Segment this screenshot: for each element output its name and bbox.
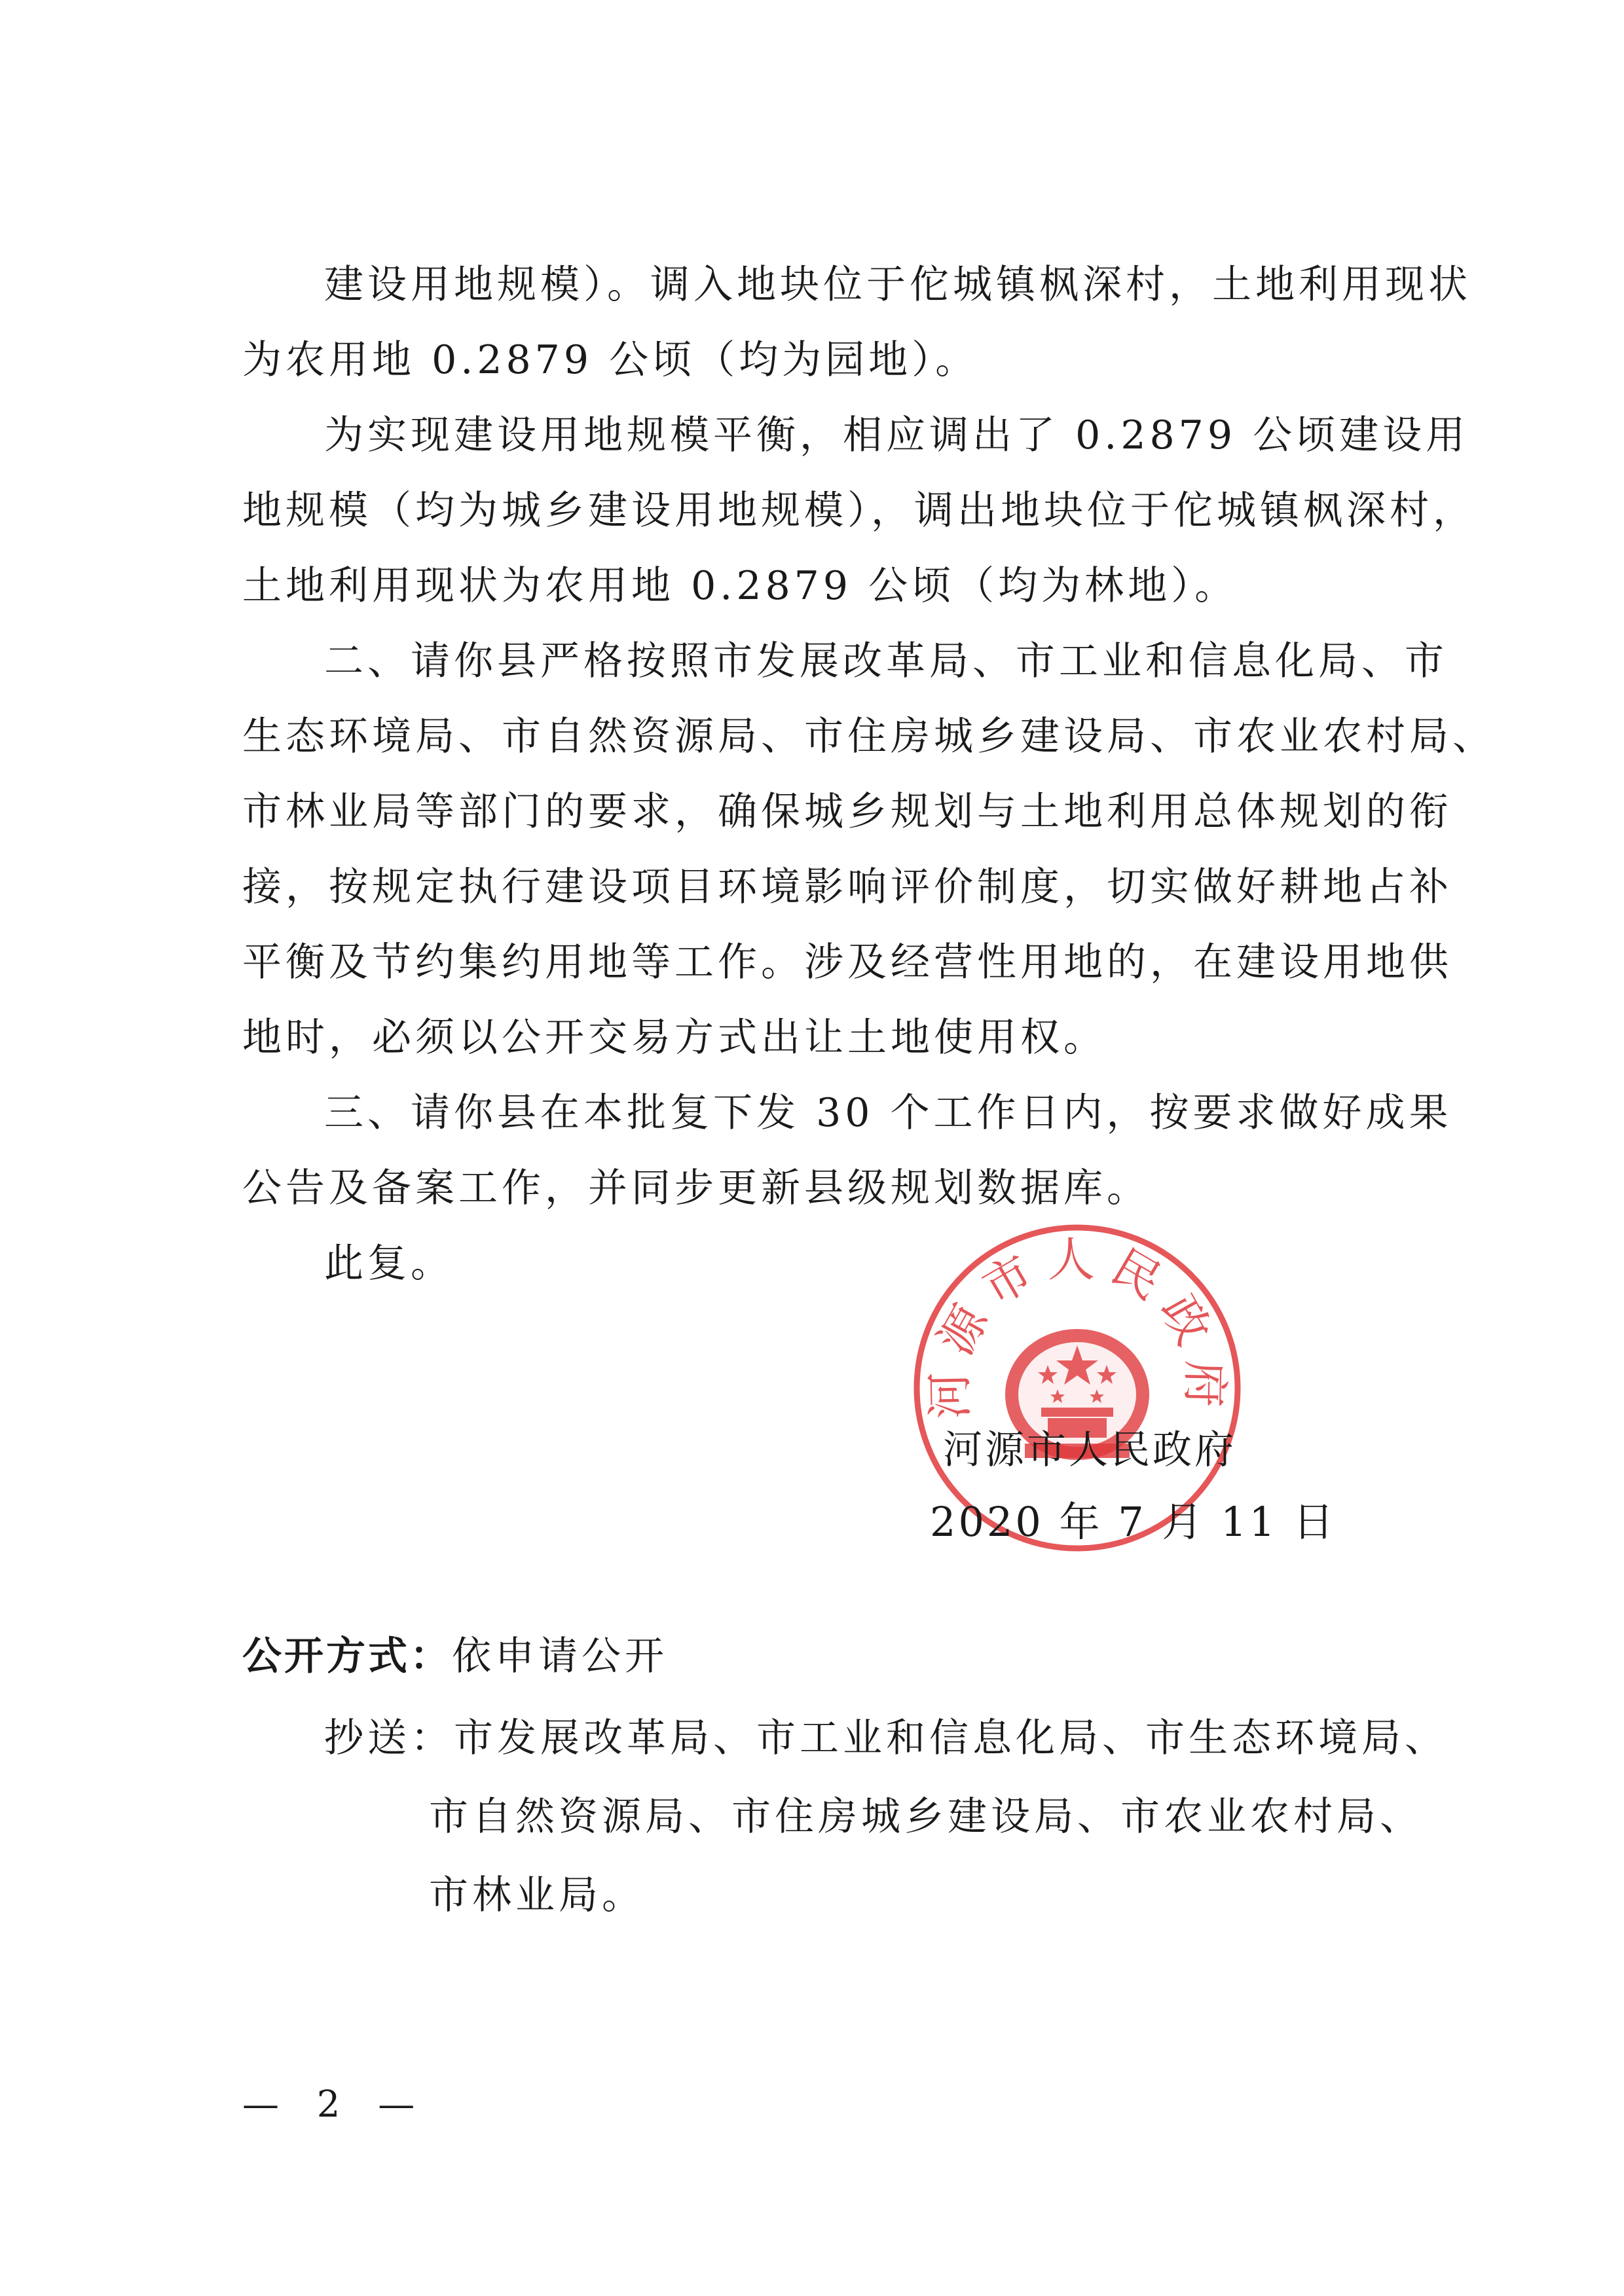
body-line: 接，按规定执行建设项目环境影响评价制度，切实做好耕地占补 xyxy=(242,864,1452,910)
publication-method xyxy=(242,1630,668,1683)
issuing-organization: 河源市人民政府 xyxy=(943,1427,1236,1473)
body-line: 为实现建设用地规模平衡，相应调出了 0.2879 公顷建设用 xyxy=(324,412,1469,458)
body-line: 二、请你县严格按照市发展改革局、市工业和信息化局、市 xyxy=(324,638,1448,684)
publication-value: 依申请公开 xyxy=(452,1633,668,1679)
closing-text: 此复。 xyxy=(324,1241,454,1286)
cc-recipients: 市发展改革局、市工业和信息化局、市生态环境局、 xyxy=(454,1715,1448,1761)
cc-line xyxy=(324,1712,1448,1764)
body-line: 生态环境局、市自然资源局、市住房城乡建设局、市农业农村局、 xyxy=(242,714,1496,759)
body-line: 地时，必须以公开交易方式出让土地使用权。 xyxy=(242,1015,1107,1061)
cc-label: 抄送： xyxy=(324,1715,454,1761)
body-line: 市林业局等部门的要求，确保城乡规划与土地利用总体规划的衔 xyxy=(242,789,1452,835)
publication-label: 公开方式： xyxy=(242,1633,452,1679)
body-line: 为农用地 0.2879 公顷（均为园地）。 xyxy=(242,337,979,383)
seal-text: 河源市人民政府 xyxy=(921,1232,1233,1420)
page-number: — 2 — xyxy=(242,2083,428,2126)
body-line: 公告及备案工作，并同步更新县级规划数据库。 xyxy=(242,1165,1150,1211)
body-line: 地规模（均为城乡建设用地规模），调出地块位于佗城镇枫深村， xyxy=(242,488,1476,534)
cc-recipients: 市自然资源局、市住房城乡建设局、市农业农村局、 xyxy=(429,1794,1423,1840)
cc-recipients: 市林业局。 xyxy=(429,1872,645,1918)
body-line: 平衡及节约集约用地等工作。涉及经营性用地的，在建设用地供 xyxy=(242,939,1452,985)
issue-date: 2020 年 7 月 11 日 xyxy=(930,1498,1337,1546)
body-line: 土地利用现状为农用地 0.2879 公顷（均为林地）。 xyxy=(242,563,1238,609)
body-line: 三、请你县在本批复下发 30 个工作日内，按要求做好成果 xyxy=(324,1090,1452,1136)
body-line: 建设用地规模）。调入地块位于佗城镇枫深村，土地利用现状 xyxy=(324,262,1471,308)
